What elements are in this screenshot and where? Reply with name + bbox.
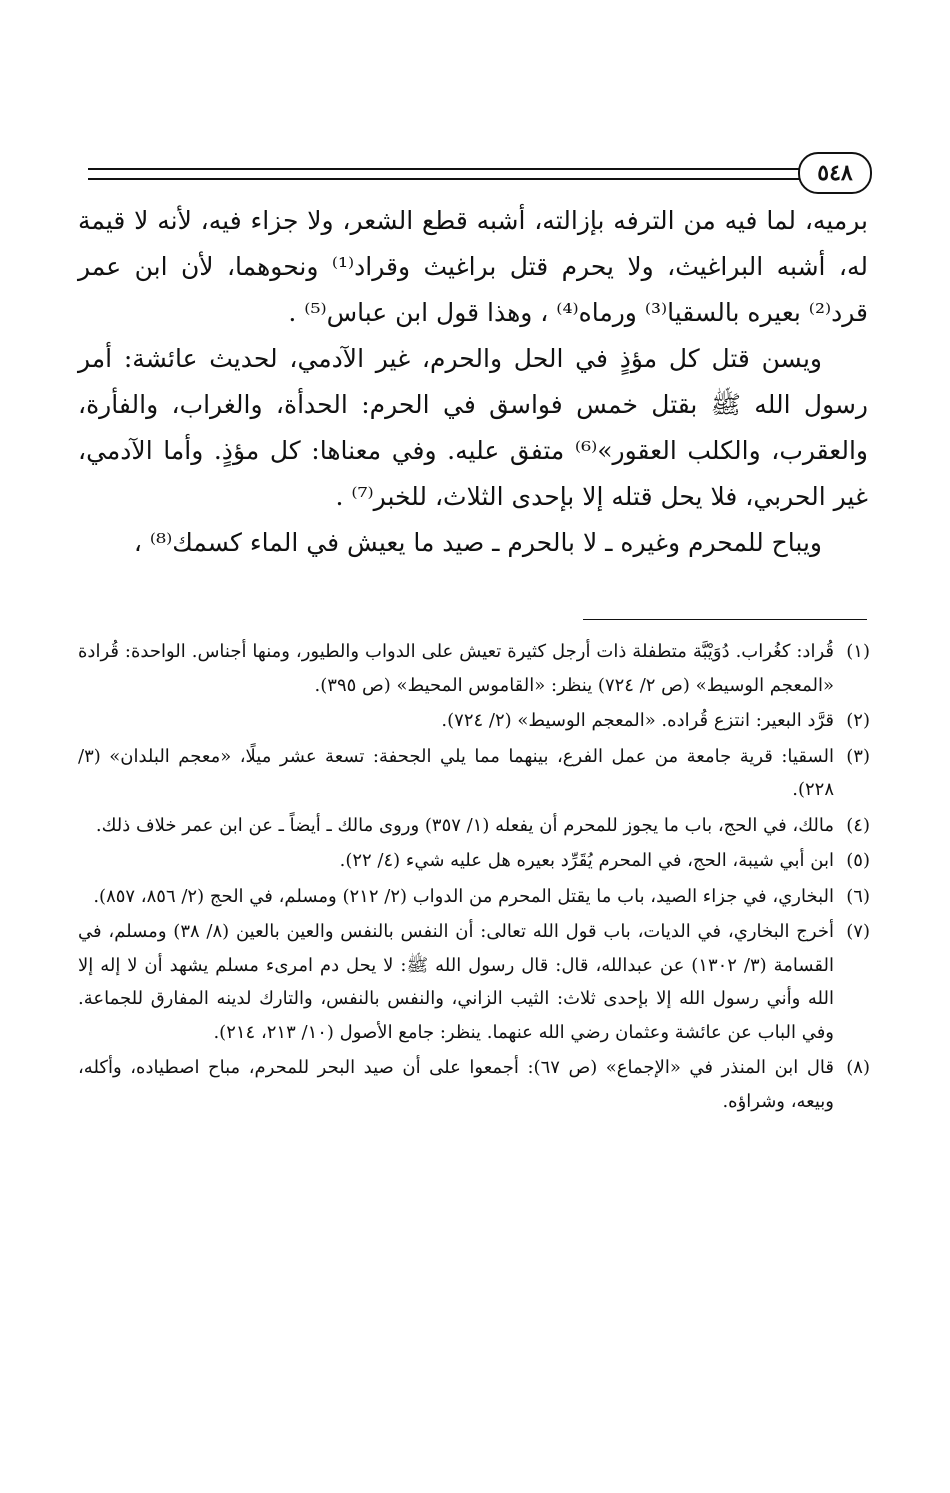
footnote-text: قال ابن المنذر في «الإجماع» (ص ٦٧): أجمعوا على أن صيد البحر للمحرم، مباح اصطياده، وأكله، وبيعه، وشراؤه. (78, 1057, 834, 1112)
footnote-number: (٢) (846, 710, 870, 731)
footnote-6 (78, 880, 870, 914)
footnote-text: السقيا: قرية جامعة من عمل الفرع، بينهما مما يلي الجحفة: تسعة عشر ميلًا، «معجم البلدان» (٣/ ٢٢٨). (78, 745, 834, 800)
main-paragraph-2: ويسن قتل كل مؤذٍ في الحل والحرم، غير الآدمي، لحديث عائشة: أمر رسول الله ﷺ بقتل خمس فواسق في الحرم: الحدأة، والغراب، والفأرة، والعقرب، والكلب العقور»⁽⁶⁾ متفق عليه. وفي معناها: كل مؤذٍ. وأما الآدمي، غير الحربي، فلا يحل قتله إلا بإحدى الثلاث، للخبر⁽⁷⁾ . (78, 344, 868, 511)
header-rule (88, 168, 800, 180)
footnote-4 (78, 809, 870, 843)
footnote-text: قرَّد البعير: انتزع قُراده. «المعجم الوسيط» (٢/ ٧٢٤). (441, 710, 834, 731)
footnote-number: (٨) (846, 1057, 870, 1078)
footnote-number: (٦) (846, 885, 870, 907)
footnote-text: قُراد: كغُراب. دُوَيْبَّة متطفلة ذات أرجل كثيرة تعيش على الدواب والطيور، ومنها أجناس. الواحدة: قُرادة «المعجم الوسيط» (ص ٢/ ٧٢٤) ينظر: «القاموس المحيط» (ص ٣٩٥). (78, 641, 834, 696)
footnote-separator (583, 619, 867, 620)
footnote-text: البخاري، في جزاء الصيد، باب ما يقتل المحرم من الدواب (٢/ ٢١٢) ومسلم، في الحج (٢/ ٨٥٦، ٨٥٧). (93, 885, 834, 907)
footnote-5 (78, 844, 870, 878)
footnote-text: ابن أبي شيبة، الحج، في المحرم يُقَرِّد بعيره هل عليه شيء (٤/ ٢٢). (339, 850, 834, 871)
main-paragraph-1: برميه، لما فيه من الترفه بإزالته، أشبه قطع الشعر، ولا جزاء فيه، لأنه لا قيمة له، أشبه البراغيث، ولا يحرم قتل براغيث وقراد⁽¹⁾ ونحوهما، لأن ابن عمر قرد⁽²⁾ بعيره بالسقيا⁽³⁾ ورماه⁽⁴⁾ ، وهذا قول ابن عباس⁽⁵⁾ . (78, 206, 868, 327)
footnote-number: (٥) (846, 850, 870, 871)
footnote-text: مالك، في الحج، باب ما يجوز للمحرم أن يفعله (١/ ٣٥٧) وروى مالك ـ أيضاً ـ عن ابن عمر خلاف ذلك. (95, 814, 834, 836)
footnote-text: أخرج البخاري، في الديات، باب قول الله تعالى: أن النفس بالنفس والعين بالعين (٨/ ٣٨) ومسلم، في القسامة (٣/ ١٣٠٢) عن عبدالله، قال: قال رسول الله ﷺ: لا يحل دم امرىء مسلم يشهد أن لا إله إلا الله وأني رسول الله إلا بإحدى ثلاث: الثيب الزاني، والنفس بالنفس، والتارك لدينه المفارق للجماعة. وفي الباب عن عائشة وعثمان رضي الله عنهما. ينظر: جامع الأصول (١٠/ ٢١٣، ٢١٤). (78, 921, 834, 1043)
main-paragraph-3: ويباح للمحرم وغيره ـ لا بالحرم ـ صيد ما يعيش في الماء كسمك⁽⁸⁾ ، (133, 528, 822, 557)
footnote-number: (٣) (846, 745, 870, 767)
footnote-number: (٧) (846, 921, 870, 942)
footnote-8 (78, 1051, 870, 1118)
footnote-7 (78, 915, 870, 1049)
footnote-3 (78, 740, 870, 807)
footnote-number: (٤) (846, 814, 870, 836)
main-text (78, 198, 868, 566)
page-number-badge (798, 152, 872, 194)
footnotes (78, 635, 870, 1120)
footnote-2 (78, 704, 870, 738)
footnote-number: (١) (846, 641, 870, 662)
page-number: ٥٤٨ (817, 160, 853, 186)
footnote-1 (78, 635, 870, 702)
